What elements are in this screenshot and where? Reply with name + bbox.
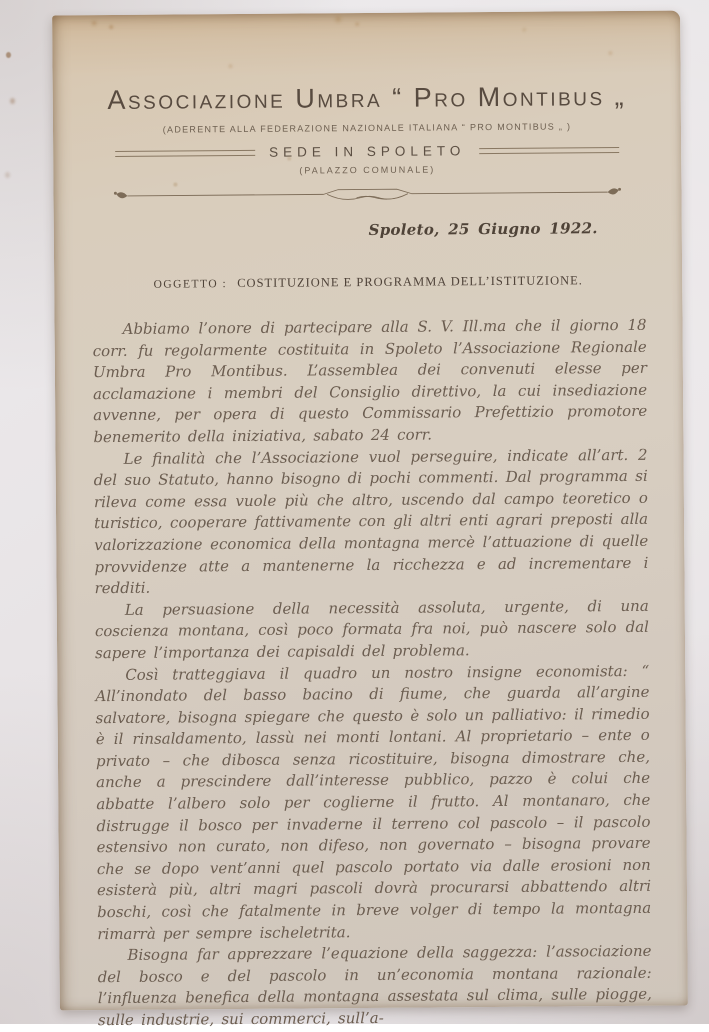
subject-line [54, 271, 682, 294]
foxing-spots [52, 15, 56, 19]
paragraph-2: Le finalità che l’Associazione vuol perseguire, indicate all’art. 2 del suo Statuto, hanno bisogno di pochi commenti. Dal programma si rileva come essa vuole più che altro, uscendo dal campo teoretico o turistico, cooperare fattivamente con gli altri enti agrari preposti alla valorizzazione economica della montagna mercè l’attuazione di quelle provvidenze atte a mantenerne la ricchezza e ad incrementare i redditi. [93, 445, 649, 598]
paragraph-5: Bisogna far apprezzare l’equazione della saggezza: l’associazione del bosco e del pascolo in un’economia montana razionale: l’influenza benefica della montagna assestata sul clima, sulle piogge, sulle industrie, sui commerci, sull’a- [97, 942, 652, 1030]
subject-label: OGGETTO : [153, 278, 228, 291]
letterhead-title: Associazione Umbra “ Pro Montibus „ [107, 80, 627, 116]
letterhead-subtitle: (ADERENTE ALLA FEDERAZIONE NAZIONALE ITALIANA “ PRO MONTIBUS „ ) [162, 121, 572, 135]
document-page [52, 11, 688, 1030]
double-rule-left [115, 149, 255, 156]
seat-text: SEDE IN SPOLETO [268, 143, 466, 160]
subject-text: COSTITUZIONE E PROGRAMMA DELL’ISTITUZIONE. [237, 273, 583, 291]
dateline: Spoleto, 25 Giugno 1922. [368, 219, 598, 240]
paragraph-1: Abbiamo l’onore di partecipare alla S. V. Ill.ma che il giorno 18 corr. fu regolarmente costituita in Spoleto l’Associazione Regionale Umbra Pro Montibus. L’assemblea dei convenuti elesse per acclamazione i membri del Consiglio direttivo, la cui insediazione avvenne, per opera di questo Commissario Prefettizio promotore benemerito della iniziativa, sabato 24 corr. [92, 315, 648, 447]
letter-body [92, 315, 652, 1032]
double-rule-right [479, 147, 619, 154]
seat-note: (PALAZZO COMUNALE) [299, 164, 436, 176]
background-stain [6, 52, 11, 58]
ornamental-divider-icon [109, 181, 625, 207]
paragraph-3: La persuasione della necessità assoluta, urgente, di una coscienza montana, così poco formata fra noi, può nascere solo dal sapere l’importanza dei capisaldi del problema. [94, 596, 649, 663]
seat-line [115, 142, 619, 161]
paragraph-4: Così tratteggiava il quadro un nostro insigne economista: “ All’inondato del basso bacino di fiume, che guarda all’argine salvatore, bisogna spiegare che questo è solo un palliativo: il rimedio è il rinsaldamento, lassù nei monti lontani. Al proprietario – ente o privato – che dibosca senza ricostituire, bisogna dimostrare che, anche a prescindere dall’interesse pubblico, pazzo è colui che abbatte l’albero solo per coglierne il frutto. Al montanaro, che distrugge il bosco per invaderne il terreno col pascolo – il pascolo estensivo non curato, non difeso, non governato – bisogna provare che se dopo vent’anni quel pascolo portato via dalle erosioni non esisterà più, altri magri pascoli dovrà procurarsi abbattendo altri boschi, così che fatalmente in breve volger di tempo la montagna rimarrà per sempre ischeletrita. [95, 661, 652, 943]
